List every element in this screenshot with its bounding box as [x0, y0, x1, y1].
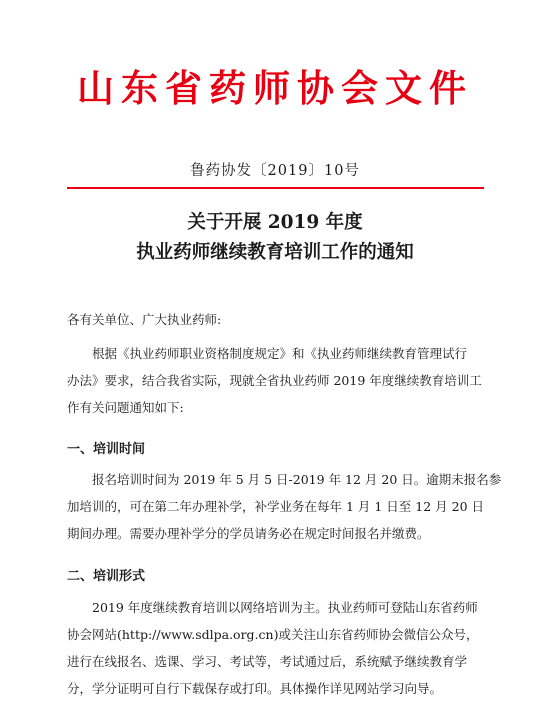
section-paragraph-training-form — [67, 594, 487, 702]
intro-line-1: 根据《执业药师职业资格制度规定》和《执业药师继续教育管理试行 — [92, 346, 468, 361]
salutation: 各有关单位、广大执业药师: — [67, 312, 222, 327]
notice-title — [0, 208, 550, 268]
paragraph-line: 进行在线报名、选课、学习、考试等，考试通过后，系统赋予继续教育学 — [67, 654, 468, 669]
notice-title-line-1: 关于开展 2019 年度 — [187, 212, 363, 233]
paragraph-line: 分，学分证明可自行下载保存或打印。具体操作详见网站学习向导。 — [67, 681, 443, 696]
section-heading-training-form: 二、培训形式 — [67, 569, 146, 584]
paragraph-line: 报名培训时间为 2019 年 5 月 5 日-2019 年 12 月 20 日。逾期未报名参 — [92, 472, 502, 487]
paragraph-line: 加培训的，可在第二年办理补学，补学业务在每年 1 月 1 日至 12 月 20 日 — [67, 499, 485, 514]
intro-paragraph — [67, 340, 487, 421]
intro-line-3: 作有关问题通知如下: — [67, 400, 184, 415]
org-document-header: 山东省药师协会文件 — [77, 66, 473, 110]
section-paragraph-training-time — [67, 466, 502, 547]
paragraph-line: 协会网站(http://www.sdlpa.org.cn)或关注山东省药师协会微信公众号， — [67, 627, 479, 642]
document-number: 鲁药协发〔2019〕10号 — [190, 163, 360, 179]
paragraph-line: 期间办理。需要办理补学分的学员请务必在规定时间报名并缴费。 — [67, 526, 430, 541]
red-divider-line — [67, 187, 484, 189]
notice-title-line-2: 执业药师继续教育培训工作的通知 — [136, 242, 414, 263]
intro-line-2: 办法》要求，结合我省实际，现就全省执业药师 2019 年度继续教育培训工 — [67, 373, 482, 388]
section-heading-training-time: 一、培训时间 — [67, 442, 146, 457]
paragraph-line: 2019 年度继续教育培训以网络培训为主。执业药师可登陆山东省药师 — [92, 600, 478, 615]
